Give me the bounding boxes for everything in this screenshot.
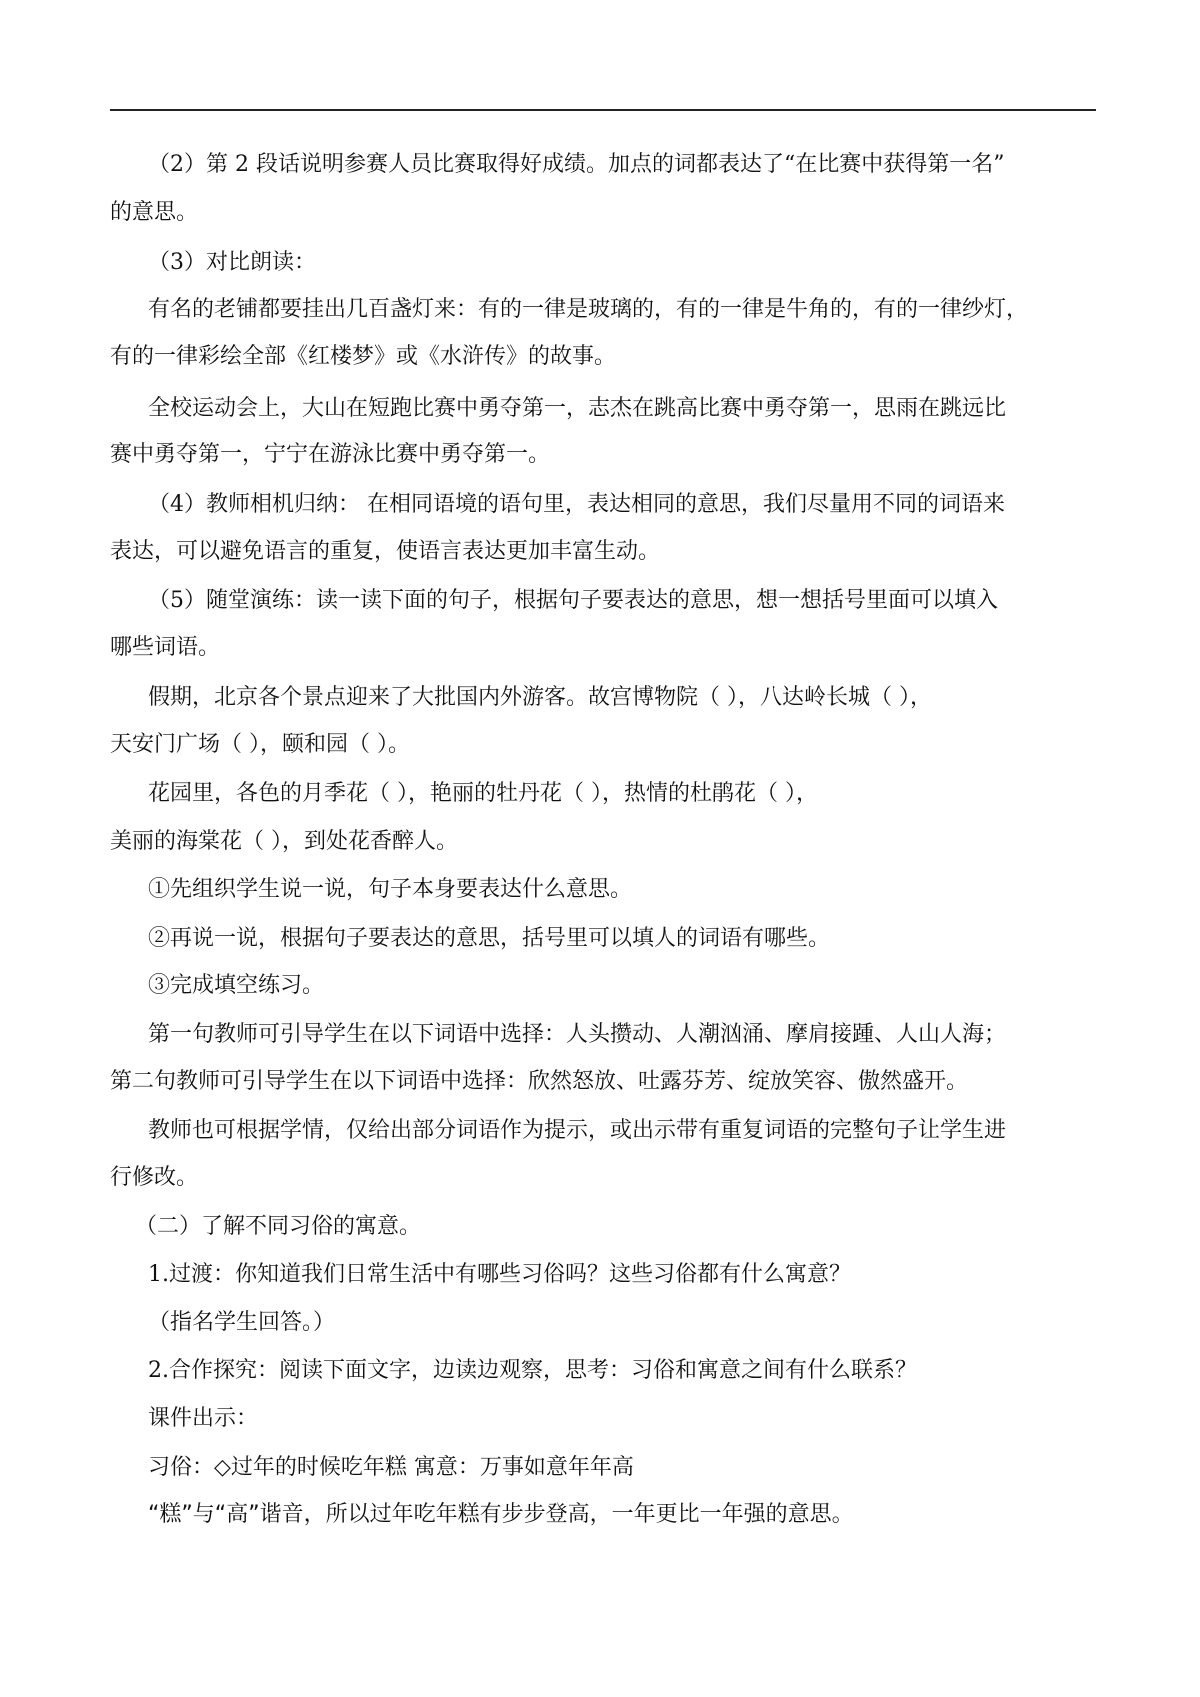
paragraph-line: 第二句教师可引导学生在以下词语中选择：欣然怒放、吐露芬芳、绽放笑容、傲然盛开。 [110,1069,969,1094]
section-heading: （二）了解不同习俗的寓意。 [135,1214,422,1239]
step-line: ②再说一说，根据句子要表达的意思，括号里可以填人的词语有哪些。 [148,926,831,951]
paragraph-line: （2）第 2 段话说明参赛人员比赛取得好成绩。加点的词都表达了“在比赛中获得第一名” [148,152,1005,177]
quote-line: 赛中勇夺第一，宁宁在游泳比赛中勇夺第一。 [110,442,551,467]
quote-line: 全校运动会上，大山在短跑比赛中勇夺第一，志杰在跳高比赛中勇夺第一，思雨在跳远比 [148,396,1007,421]
paragraph-line: 行修改。 [110,1165,199,1190]
exercise-line: 假期，北京各个景点迎来了大批国内外游客。故宫博物院（ ），八达岭长城（ ）， [148,685,932,710]
paragraph-line: 课件出示： [148,1406,259,1431]
paragraph-line: （3）对比朗读： [148,250,316,275]
paragraph-line: 2.合作探究：阅读下面文字，边读边观察，思考：习俗和寓意之间有什么联系？ [148,1358,917,1383]
quote-line: 有的一律彩绘全部《红楼梦》或《水浒传》的故事。 [110,344,617,369]
paragraph-line: 1.过渡：你知道我们日常生活中有哪些习俗吗？这些习俗都有什么寓意？ [148,1262,851,1287]
paragraph-line: （5）随堂演练：读一读下面的句子，根据句子要表达的意思，想一想括号里面可以填入 [148,588,998,613]
paragraph-line: 第一句教师可引导学生在以下词语中选择：人头攒动、人潮汹涌、摩肩接踵、人山人海； [148,1022,1007,1047]
step-line: ①先组织学生说一说，句子本身要表达什么意思。 [148,877,633,902]
paragraph-line: 教师也可根据学情，仅给出部分词语作为提示，或出示带有重复词语的完整句子让学生进 [148,1118,1007,1143]
paragraph-line: 的意思。 [110,200,199,225]
custom-line: “糕”与“高”谐音，所以过年吃年糕有步步登高，一年更比一年强的意思。 [148,1502,854,1527]
paragraph-line: （4）教师相机归纳： 在相同语境的语句里，表达相同的意思，我们尽量用不同的词语来 [148,492,1005,517]
paragraph-line: 哪些词语。 [110,635,221,660]
paragraph-line: 表达，可以避免语言的重复，使语言表达更加丰富生动。 [110,539,661,564]
header-rule [110,109,1096,111]
exercise-line: 美丽的海棠花（ ），到处花香醉人。 [110,829,458,854]
exercise-line: 花园里，各色的月季花（ ），艳丽的牡丹花（ ），热情的杜鹃花（ ）， [148,781,818,806]
paragraph-line: （指名学生回答。） [148,1310,336,1335]
custom-line: 习俗：◇过年的时候吃年糕 寓意：万事如意年年高 [148,1455,634,1480]
exercise-line: 天安门广场（ ），颐和园（ ）。 [110,732,410,757]
quote-line: 有名的老铺都要挂出几百盏灯来：有的一律是玻璃的，有的一律是牛角的，有的一律纱灯， [148,297,1029,322]
step-line: ③完成填空练习。 [148,973,325,998]
